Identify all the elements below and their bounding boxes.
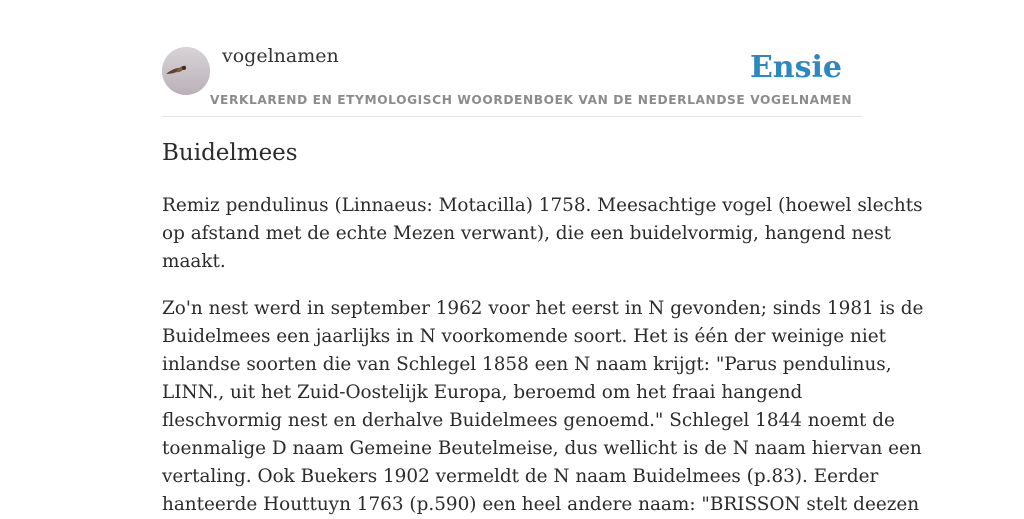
paragraph-line: vertaling. Ook Buekers 1902 vermeldt de N naam Buidelmees (p.83). Eerder xyxy=(162,466,879,487)
avatar[interactable] xyxy=(162,47,210,95)
page-content xyxy=(162,0,924,515)
ensie-logo[interactable]: Ensie xyxy=(749,50,842,85)
paragraph-line: Remiz pendulinus (Linnaeus: Motacilla) 1758. Meesachtige vogel (hoewel slechts xyxy=(162,195,923,216)
blog-subtitle: VERKLAREND EN ETYMOLOGISCH WOORDENBOEK VAN DE NEDERLANDSE VOGELNAMEN xyxy=(210,93,853,107)
blog-header xyxy=(162,0,862,117)
bird-photo-icon xyxy=(162,47,210,95)
paragraph-line: toenmalige D naam Gemeine Beutelmeise, dus wellicht is de N naam hiervan een xyxy=(162,438,922,459)
article-paragraph-2 xyxy=(162,295,924,519)
paragraph-line: inlandse soorten die van Schlegel 1858 een N naam krijgt: "Parus pendulinus, xyxy=(162,354,892,375)
paragraph-line: fleschvormig nest en derhalve Buidelmees genoemd." Schlegel 1844 noemt de xyxy=(162,410,895,431)
article-paragraph-1 xyxy=(162,192,923,276)
paragraph-line: Buidelmees een jaarlijks in N voorkomende soort. Het is één der weinige niet xyxy=(162,326,887,347)
blog-name[interactable]: vogelnamen xyxy=(222,45,339,67)
paragraph-line: maakt. xyxy=(162,251,226,272)
page-title: Buidelmees xyxy=(162,140,298,166)
paragraph-line: LINN., uit het Zuid-Oostelijk Europa, beroemd om het fraai hangend xyxy=(162,382,803,403)
paragraph-line: op afstand met de echte Mezen verwant), die een buidelvormig, hangend nest xyxy=(162,223,892,244)
paragraph-line: Zo'n nest werd in september 1962 voor het eerst in N gevonden; sinds 1981 is de xyxy=(162,298,924,319)
paragraph-line: hanteerde Houttuyn 1763 (p.590) een heel andere naam: "BRISSON stelt deezen xyxy=(162,494,920,515)
